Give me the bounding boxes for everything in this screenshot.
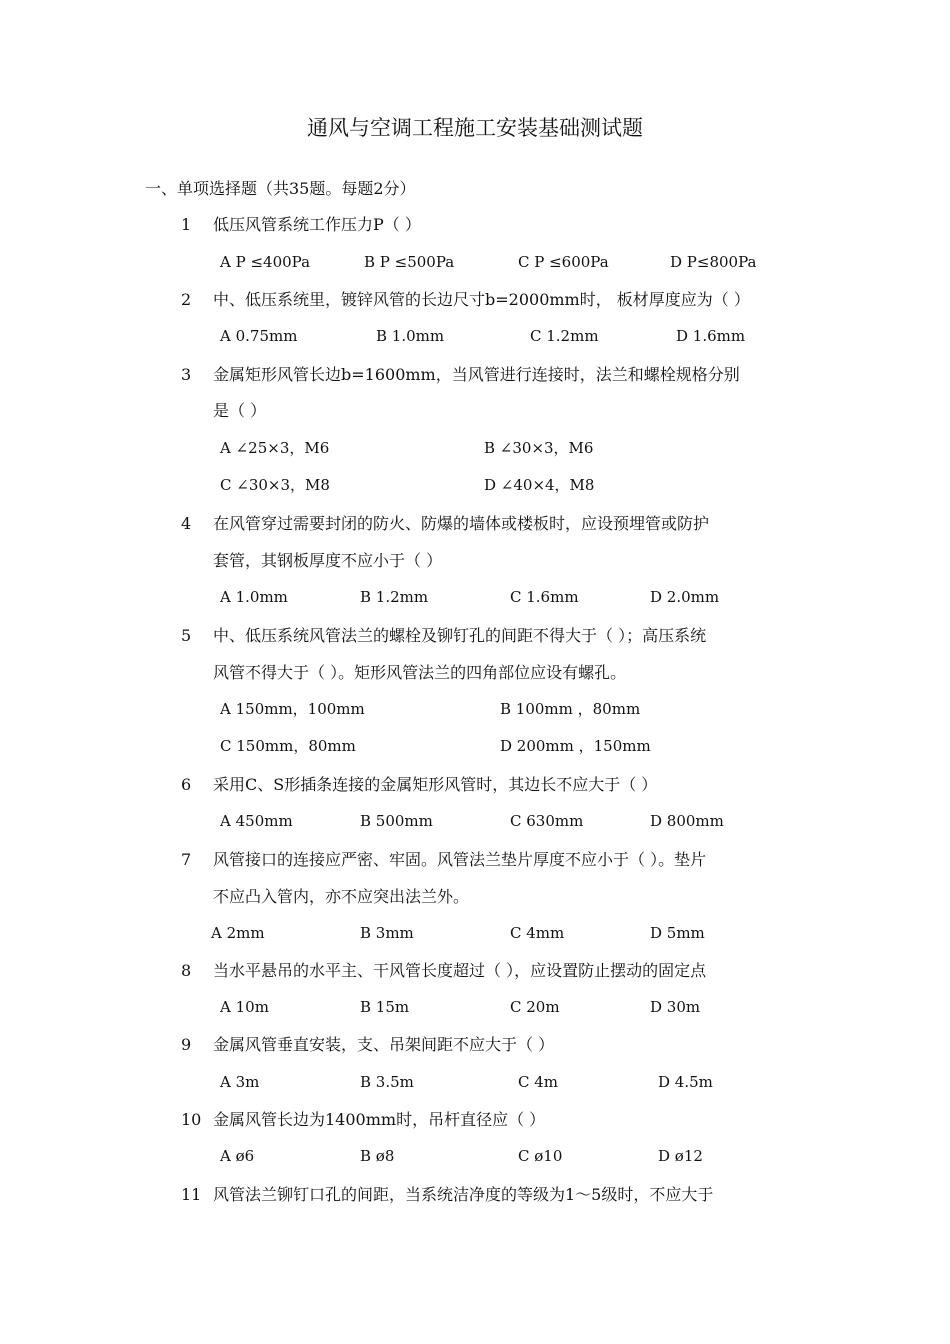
option-b: B P ≤500Pa [364, 253, 455, 271]
option-c: C 150mm，80mm [220, 737, 356, 755]
question-number: 8 [181, 961, 192, 980]
option-a: A 1.0mm [220, 588, 288, 606]
option-c: C 1.2mm [530, 327, 599, 345]
question-number: 6 [181, 775, 192, 794]
option-a: A 2mm [211, 924, 265, 942]
option-d: D 5mm [650, 924, 705, 942]
question-text: 采用C、S形插条连接的金属矩形风管时，其边长不应大于（ ） [213, 775, 658, 794]
option-b: B 1.2mm [360, 588, 429, 606]
option-c: C 20m [510, 998, 560, 1016]
option-b: B 100mm ，80mm [500, 700, 641, 718]
question-text: 金属风管长边为1400mm时，吊杆直径应（ ） [213, 1110, 546, 1129]
option-c: C 630mm [510, 812, 584, 830]
option-d: D 4.5m [658, 1073, 713, 1091]
option-a: A 10m [220, 998, 269, 1016]
option-d: D 1.6mm [676, 327, 746, 345]
question-text: 金属矩形风管长边b=1600mm，当风管进行连接时，法兰和螺栓规格分别 [213, 365, 740, 384]
option-a: A P ≤400Pa [220, 253, 311, 271]
question-text: 中、低压系统里，镀锌风管的长边尺寸b=2000mm时， 板材厚度应为（ ） [213, 290, 750, 309]
option-d: D 2.0mm [650, 588, 720, 606]
option-a: A 450mm [220, 812, 293, 830]
option-c: C 1.6mm [510, 588, 579, 606]
question-number: 5 [181, 626, 192, 645]
question-text: 金属风管垂直安装，支、吊架间距不应大于（ ） [213, 1035, 555, 1054]
section-heading: 一、单项选择题（共35题。每题2分） [145, 179, 416, 198]
question-text: 套管，其钢板厚度不应小于（ ） [213, 551, 443, 570]
option-d: D 800mm [650, 812, 724, 830]
question-text: 低压风管系统工作压力P（ ） [213, 215, 421, 234]
option-c: C ø10 [518, 1147, 563, 1165]
question-text: 中、低压系统风管法兰的螺栓及铆钉孔的间距不得大于（ ）；高压系统 [213, 626, 707, 645]
option-c: C 4m [518, 1073, 559, 1091]
question-text: 当水平悬吊的水平主、干风管长度超过（ ），应设置防止摆动的固定点 [213, 961, 707, 980]
option-d: D P≤800Pa [670, 253, 757, 271]
option-a: A ø6 [220, 1147, 255, 1165]
option-b: B 1.0mm [376, 327, 445, 345]
question-number: 7 [181, 850, 192, 869]
option-c: C ∠30×3，M8 [220, 476, 330, 494]
question-number: 11 [181, 1185, 202, 1204]
option-b: B 3.5m [360, 1073, 414, 1091]
option-a: A 3m [220, 1073, 260, 1091]
option-b: B 3mm [360, 924, 414, 942]
option-d: D 30m [650, 998, 701, 1016]
question-number: 10 [181, 1110, 202, 1129]
option-b: B 500mm [360, 812, 433, 830]
option-a: A ∠25×3，M6 [220, 439, 330, 457]
question-text: 不应凸入管内，亦不应突出法兰外。 [213, 887, 470, 906]
question-number: 4 [181, 514, 192, 533]
option-b: B ø8 [360, 1147, 395, 1165]
option-a: A 0.75mm [220, 327, 298, 345]
option-c: C 4mm [510, 924, 565, 942]
document-title: 通风与空调工程施工安装基础测试题 [307, 116, 643, 140]
question-text: 是（ ） [213, 401, 267, 420]
question-number: 2 [181, 290, 192, 309]
option-b: B ∠30×3，M6 [484, 439, 594, 457]
option-d: D ∠40×4，M8 [484, 476, 595, 494]
question-text: 风管接口的连接应严密、牢固。风管法兰垫片厚度不应小于（ ）。垫片 [213, 850, 707, 869]
question-text: 在风管穿过需要封闭的防火、防爆的墙体或楼板时，应设预埋管或防护 [213, 514, 710, 533]
option-d: D 200mm ，150mm [500, 737, 651, 755]
option-a: A 150mm，100mm [220, 700, 365, 718]
question-number: 1 [181, 215, 192, 234]
question-text: 风管法兰铆钉口孔的间距，当系统洁净度的等级为1～5级时，不应大于 [213, 1185, 714, 1204]
question-text: 风管不得大于（ ）。矩形风管法兰的四角部位应设有螺孔。 [213, 663, 627, 682]
option-d: D ø12 [658, 1147, 703, 1165]
option-c: C P ≤600Pa [518, 253, 609, 271]
question-number: 3 [181, 365, 192, 384]
question-number: 9 [181, 1035, 192, 1054]
option-b: B 15m [360, 998, 410, 1016]
